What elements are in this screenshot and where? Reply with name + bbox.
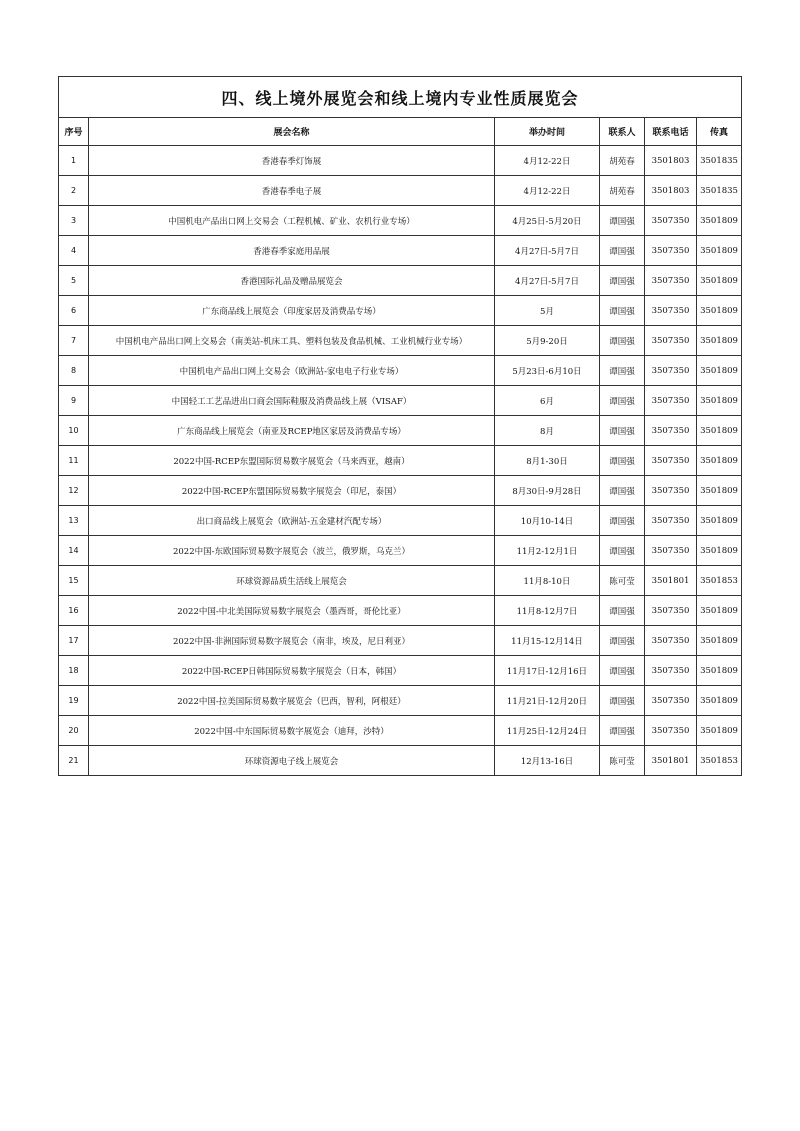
table-row — [59, 746, 742, 776]
page-title: 四、线上境外展览会和线上境内专业性质展览会 — [59, 77, 742, 118]
cell-no: 7 — [59, 326, 89, 356]
cell-time: 8月30日-9月28日 — [495, 476, 600, 506]
table-row — [59, 386, 742, 416]
table-row — [59, 356, 742, 386]
exhibition-table — [58, 76, 742, 776]
cell-time: 6月 — [495, 386, 600, 416]
cell-no: 12 — [59, 476, 89, 506]
cell-fax: 3501809 — [697, 716, 742, 746]
cell-no: 1 — [59, 146, 89, 176]
table-row — [59, 296, 742, 326]
cell-phone: 3507350 — [645, 266, 697, 296]
cell-phone: 3507350 — [645, 716, 697, 746]
cell-contact: 谭国强 — [600, 326, 645, 356]
cell-phone: 3507350 — [645, 686, 697, 716]
cell-contact: 谭国强 — [600, 536, 645, 566]
cell-time: 8月1-30日 — [495, 446, 600, 476]
cell-phone: 3507350 — [645, 656, 697, 686]
cell-contact: 谭国强 — [600, 656, 645, 686]
cell-no: 5 — [59, 266, 89, 296]
cell-no: 21 — [59, 746, 89, 776]
cell-phone: 3507350 — [645, 506, 697, 536]
cell-contact: 谭国强 — [600, 476, 645, 506]
table-row — [59, 206, 742, 236]
cell-name: 环球资源电子线上展览会 — [89, 746, 495, 776]
cell-name: 2022中国-RCEP东盟国际贸易数字展览会（印尼，泰国） — [89, 476, 495, 506]
table-row — [59, 536, 742, 566]
cell-phone: 3501803 — [645, 146, 697, 176]
cell-phone: 3507350 — [645, 386, 697, 416]
cell-fax: 3501809 — [697, 356, 742, 386]
cell-time: 11月17日-12月16日 — [495, 656, 600, 686]
cell-fax: 3501809 — [697, 206, 742, 236]
cell-fax: 3501809 — [697, 386, 742, 416]
cell-time: 5月9-20日 — [495, 326, 600, 356]
cell-name: 香港春季电子展 — [89, 176, 495, 206]
cell-phone: 3501801 — [645, 746, 697, 776]
cell-phone: 3507350 — [645, 416, 697, 446]
cell-no: 18 — [59, 656, 89, 686]
cell-name: 中国轻工工艺品进出口商会国际鞋服及消费品线上展（VISAF） — [89, 386, 495, 416]
cell-time: 4月12-22日 — [495, 146, 600, 176]
cell-contact: 谭国强 — [600, 446, 645, 476]
table-row — [59, 476, 742, 506]
cell-time: 11月8-10日 — [495, 566, 600, 596]
cell-no: 2 — [59, 176, 89, 206]
cell-no: 4 — [59, 236, 89, 266]
table-row — [59, 716, 742, 746]
cell-phone: 3507350 — [645, 296, 697, 326]
cell-fax: 3501809 — [697, 236, 742, 266]
cell-phone: 3507350 — [645, 326, 697, 356]
cell-fax: 3501809 — [697, 536, 742, 566]
table-row — [59, 506, 742, 536]
cell-fax: 3501809 — [697, 656, 742, 686]
cell-phone: 3507350 — [645, 476, 697, 506]
cell-name: 广东商品线上展览会（印度家居及消费品专场） — [89, 296, 495, 326]
cell-phone: 3507350 — [645, 536, 697, 566]
cell-fax: 3501853 — [697, 746, 742, 776]
cell-fax: 3501853 — [697, 566, 742, 596]
cell-time: 4月25日-5月20日 — [495, 206, 600, 236]
cell-contact: 谭国强 — [600, 506, 645, 536]
cell-time: 10月10-14日 — [495, 506, 600, 536]
cell-contact: 谭国强 — [600, 206, 645, 236]
cell-time: 5月23日-6月10日 — [495, 356, 600, 386]
cell-fax: 3501809 — [697, 266, 742, 296]
cell-contact: 谭国强 — [600, 386, 645, 416]
cell-no: 11 — [59, 446, 89, 476]
table-row — [59, 326, 742, 356]
cell-phone: 3501801 — [645, 566, 697, 596]
cell-time: 11月21日-12月20日 — [495, 686, 600, 716]
table-row — [59, 566, 742, 596]
cell-time: 12月13-16日 — [495, 746, 600, 776]
cell-contact: 谭国强 — [600, 356, 645, 386]
cell-contact: 谭国强 — [600, 716, 645, 746]
cell-fax: 3501809 — [697, 506, 742, 536]
header-phone: 联系电话 — [645, 118, 697, 146]
cell-name: 中国机电产品出口网上交易会（欧洲站-家电电子行业专场） — [89, 356, 495, 386]
cell-time: 8月 — [495, 416, 600, 446]
title-row — [59, 77, 742, 118]
cell-time: 4月12-22日 — [495, 176, 600, 206]
cell-fax: 3501809 — [697, 476, 742, 506]
cell-fax: 3501835 — [697, 146, 742, 176]
cell-name: 2022中国-中北美国际贸易数字展览会（墨西哥，哥伦比亚） — [89, 596, 495, 626]
header-no: 序号 — [59, 118, 89, 146]
table-row — [59, 446, 742, 476]
cell-phone: 3507350 — [645, 236, 697, 266]
cell-no: 8 — [59, 356, 89, 386]
cell-no: 19 — [59, 686, 89, 716]
cell-fax: 3501809 — [697, 416, 742, 446]
cell-name: 2022中国-非洲国际贸易数字展览会（南非，埃及，尼日利亚） — [89, 626, 495, 656]
cell-time: 11月8-12月7日 — [495, 596, 600, 626]
cell-phone: 3507350 — [645, 596, 697, 626]
cell-contact: 谭国强 — [600, 596, 645, 626]
cell-name: 出口商品线上展览会（欧洲站-五金建材汽配专场） — [89, 506, 495, 536]
cell-name: 2022中国-东欧国际贸易数字展览会（波兰，俄罗斯，乌克兰） — [89, 536, 495, 566]
cell-no: 20 — [59, 716, 89, 746]
cell-time: 5月 — [495, 296, 600, 326]
cell-contact: 谭国强 — [600, 686, 645, 716]
cell-contact: 谭国强 — [600, 626, 645, 656]
cell-fax: 3501809 — [697, 686, 742, 716]
cell-no: 6 — [59, 296, 89, 326]
cell-name: 中国机电产品出口网上交易会（工程机械、矿业、农机行业专场） — [89, 206, 495, 236]
cell-no: 3 — [59, 206, 89, 236]
table-row — [59, 146, 742, 176]
cell-name: 环球资源品质生活线上展览会 — [89, 566, 495, 596]
cell-contact: 谭国强 — [600, 296, 645, 326]
cell-no: 13 — [59, 506, 89, 536]
header-time: 举办时间 — [495, 118, 600, 146]
cell-phone: 3507350 — [645, 446, 697, 476]
header-fax: 传真 — [697, 118, 742, 146]
cell-name: 中国机电产品出口网上交易会（南美站-机床工具、塑料包装及食品机械、工业机械行业专场） — [89, 326, 495, 356]
cell-name: 香港国际礼品及赠品展览会 — [89, 266, 495, 296]
cell-name: 2022中国-拉美国际贸易数字展览会（巴西，智利，阿根廷） — [89, 686, 495, 716]
cell-name: 2022中国-RCEP东盟国际贸易数字展览会（马来西亚，越南） — [89, 446, 495, 476]
cell-contact: 谭国强 — [600, 416, 645, 446]
cell-time: 11月25日-12月24日 — [495, 716, 600, 746]
header-name: 展会名称 — [89, 118, 495, 146]
cell-time: 4月27日-5月7日 — [495, 266, 600, 296]
cell-contact: 谭国强 — [600, 236, 645, 266]
cell-no: 14 — [59, 536, 89, 566]
cell-phone: 3501803 — [645, 176, 697, 206]
cell-no: 17 — [59, 626, 89, 656]
cell-phone: 3507350 — [645, 356, 697, 386]
cell-fax: 3501809 — [697, 596, 742, 626]
cell-name: 香港春季家庭用品展 — [89, 236, 495, 266]
table-row — [59, 266, 742, 296]
cell-fax: 3501809 — [697, 326, 742, 356]
cell-contact: 陈可莹 — [600, 746, 645, 776]
cell-contact: 陈可莹 — [600, 566, 645, 596]
cell-name: 2022中国-中东国际贸易数字展览会（迪拜，沙特） — [89, 716, 495, 746]
table-row — [59, 686, 742, 716]
cell-name: 广东商品线上展览会（南亚及RCEP地区家居及消费品专场） — [89, 416, 495, 446]
table-row — [59, 176, 742, 206]
cell-name: 香港春季灯饰展 — [89, 146, 495, 176]
table-row — [59, 626, 742, 656]
cell-fax: 3501809 — [697, 626, 742, 656]
cell-phone: 3507350 — [645, 626, 697, 656]
cell-contact: 胡苑春 — [600, 176, 645, 206]
cell-no: 9 — [59, 386, 89, 416]
cell-fax: 3501835 — [697, 176, 742, 206]
cell-name: 2022中国-RCEP日韩国际贸易数字展览会（日本，韩国） — [89, 656, 495, 686]
table-row — [59, 596, 742, 626]
cell-time: 11月15-12月14日 — [495, 626, 600, 656]
cell-no: 15 — [59, 566, 89, 596]
table-row — [59, 656, 742, 686]
cell-time: 11月2-12月1日 — [495, 536, 600, 566]
cell-contact: 胡苑春 — [600, 146, 645, 176]
cell-fax: 3501809 — [697, 446, 742, 476]
table-row — [59, 416, 742, 446]
header-row — [59, 118, 742, 146]
cell-contact: 谭国强 — [600, 266, 645, 296]
cell-time: 4月27日-5月7日 — [495, 236, 600, 266]
cell-fax: 3501809 — [697, 296, 742, 326]
cell-phone: 3507350 — [645, 206, 697, 236]
cell-no: 16 — [59, 596, 89, 626]
header-contact: 联系人 — [600, 118, 645, 146]
table-row — [59, 236, 742, 266]
cell-no: 10 — [59, 416, 89, 446]
